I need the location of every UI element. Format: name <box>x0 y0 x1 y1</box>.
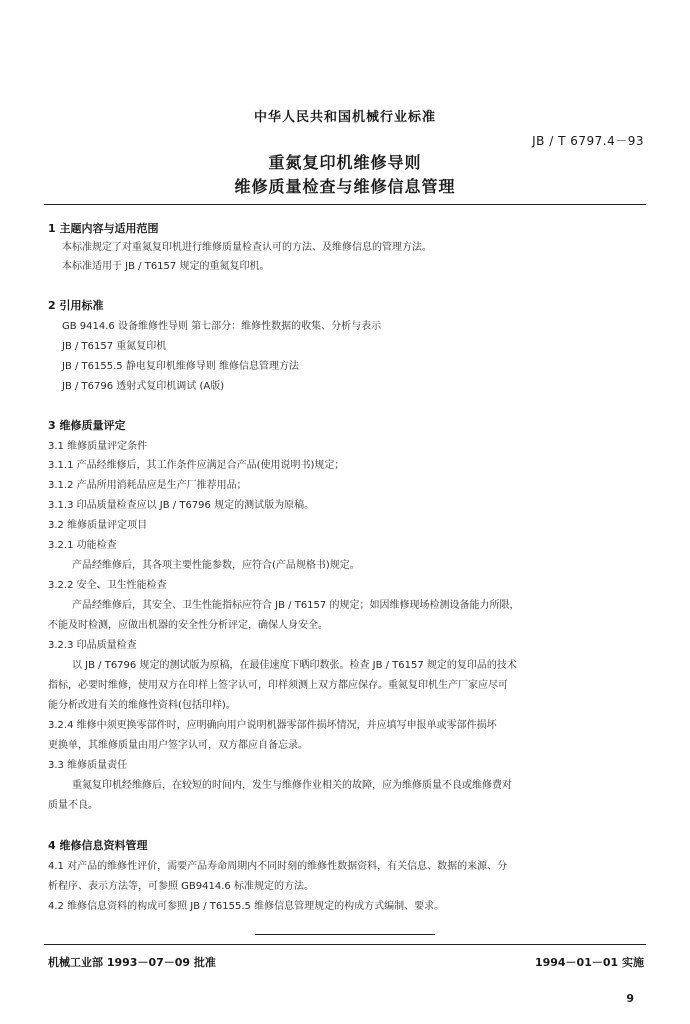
section-3-line: 产品经维修后，其安全、卫生性能指标应符合 JB / T6157 的规定；如因维修现场检测设备能力所限， <box>72 600 520 611</box>
section-3-line: 3.1 维修质量评定条件 <box>48 441 148 452</box>
section-3-line: 3.2 维修质量评定项目 <box>48 520 148 531</box>
section-3-line: 3.2.1 功能检查 <box>48 540 117 551</box>
reference-item: JB / T6155.5 静电复印机维修导则 维修信息管理方法 <box>62 361 299 372</box>
section-3-line: 3.2.4 维修中须更换零部件时，应明确向用户说明机器零部件损坏情况，并应填写申报单或零部件损坏 <box>48 720 497 731</box>
section-3-line: 3.1.2 产品所用消耗品应是生产厂推荐用品； <box>48 480 247 491</box>
section-3-line: 能分析改进有关的维修性资料(包括印样)。 <box>48 700 236 711</box>
industry-standard-heading: 中华人民共和国机械行业标准 <box>253 110 436 125</box>
section-4-heading: 4 维修信息资料管理 <box>48 839 148 852</box>
reference-item: GB 9414.6 设备维修性导则 第七部分：维修性数据的收集、分析与表示 <box>62 321 382 332</box>
section-1-line: 本标准规定了对重氮复印机进行维修质量检查认可的方法、及维修信息的管理方法。 <box>62 242 432 253</box>
section-3-line: 3.2.2 安全、卫生性能检查 <box>48 580 167 591</box>
reference-item: JB / T6796 透射式复印机调试 (A版) <box>62 381 225 392</box>
section-4-line: 析程序、表示方法等，可参照 GB9414.6 标准规定的方法。 <box>48 881 314 892</box>
page-number: 9 <box>626 992 634 1005</box>
footer-divider <box>44 944 646 945</box>
section-1-line: 本标准适用于 JB / T6157 规定的重氮复印机。 <box>62 261 270 272</box>
section-3-line: 3.2.3 印品质量检查 <box>48 640 137 651</box>
section-3-line: 重氮复印机经维修后，在较短的时间内，发生与维修作业相关的故障，应为维修质量不良或维修费对 <box>72 780 512 791</box>
title-divider <box>44 204 646 205</box>
standard-code: JB / T 6797.4－93 <box>532 134 644 148</box>
document-title: 重氮复印机维修导则 <box>268 153 422 172</box>
section-2-heading: 2 引用标准 <box>48 299 104 312</box>
document-subtitle: 维修质量检查与维修信息管理 <box>234 177 456 196</box>
end-of-text-rule <box>255 934 435 935</box>
section-3-line: 更换单，其维修质量由用户签字认可，双方都应自备忘录。 <box>48 740 308 751</box>
section-1-heading: 1 主题内容与适用范围 <box>48 222 159 235</box>
reference-item: JB / T6157 重氮复印机 <box>62 341 167 352</box>
section-3-line: 3.1.3 印品质量检查应以 JB / T6796 规定的测试版为原稿。 <box>48 500 315 511</box>
section-3-heading: 3 维修质量评定 <box>48 419 126 432</box>
approval-date: 机械工业部 1993－07－09 批准 <box>48 956 216 969</box>
section-3-line: 以 JB / T6796 规定的测试版为原稿，在最佳速度下晒印数张。检查 JB / T6157 规定的复印品的技术 <box>72 660 517 671</box>
section-3-line: 不能及时检测，应做出机器的安全性分析评定，确保人身安全。 <box>48 620 328 631</box>
section-3-line: 产品经维修后，其各项主要性能参数，应符合(产品规格书)规定。 <box>72 560 360 571</box>
section-3-line: 指标，必要时维修，使用双方在印样上签字认可，印样须测上双方都应保存。重氮复印机生产厂家应尽可 <box>48 680 508 691</box>
section-3-line: 3.3 维修质量责任 <box>48 760 128 771</box>
section-4-line: 4.2 维修信息资料的构成可参照 JB / T6155.5 维修信息管理规定的构成方式编制、要求。 <box>48 901 445 912</box>
effective-date: 1994－01－01 实施 <box>534 956 644 969</box>
section-3-line: 质量不良。 <box>48 800 98 811</box>
section-3-line: 3.1.1 产品经维修后，其工作条件应满足合产品(使用说明书)规定； <box>48 460 345 471</box>
section-4-line: 4.1 对产品的维修性评价，需要产品寿命周期内不同时刻的维修性数据资料，有关信息、数据的来源、分 <box>48 861 508 872</box>
